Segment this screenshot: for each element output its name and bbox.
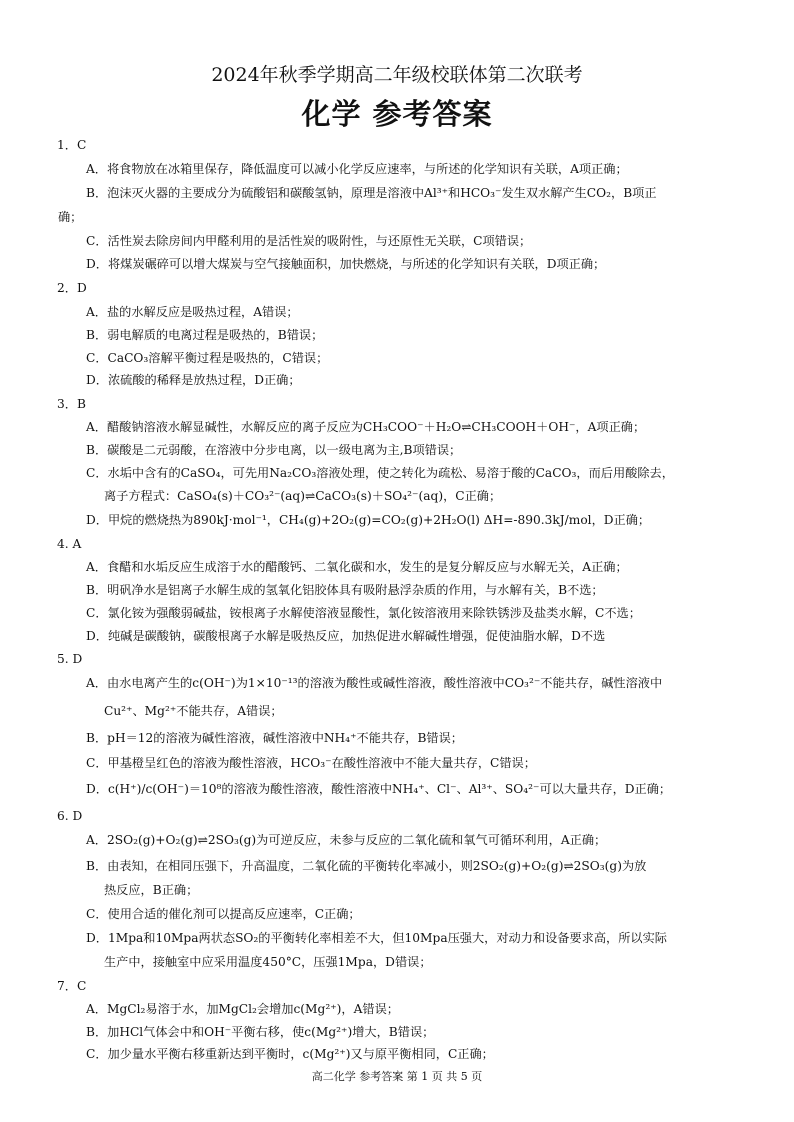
question-number: 5. D (57, 652, 83, 666)
answer-option: B．泡沫灭火器的主要成分为硫酸铝和碳酸氢钠，原理是溶液中Al³⁺和HCO₃⁻发生双水解产生CO₂，B项正 (86, 186, 657, 200)
answer-option: C．水垢中含有的CaSO₄，可先用Na₂CO₃溶液处理，使之转化为疏松、易溶于酸的CaCO₃，而后用酸除去， (86, 466, 674, 480)
question-number: 2．D (57, 281, 87, 295)
answer-continuation: Cu²⁺、Mg²⁺不能共存，A错误； (104, 704, 283, 718)
answer-option: D．1Mpa和10Mpa两状态SO₂的平衡转化率相差不大，但10Mpa压强大，对动力和设备要求高，所以实际 (86, 931, 667, 945)
answer-continuation: 生产中，接触室中应采用温度450°C，压强1Mpa，D错误； (104, 955, 432, 969)
answer-option: C．活性炭去除房间内甲醛利用的是活性炭的吸附性，与还原性无关联，C项错误； (86, 234, 532, 248)
answer-option: B．弱电解质的电离过程是吸热的，B错误； (86, 328, 324, 342)
answer-option: B．碳酸是二元弱酸，在溶液中分步电离，以一级电离为主,B项错误； (86, 443, 462, 457)
answer-option: A．将食物放在冰箱里保存，降低温度可以减小化学反应速率，与所述的化学知识有关联，A项正确； (86, 162, 628, 176)
answer-option: C．氯化铵为强酸弱碱盐，铵根离子水解使溶液显酸性，氯化铵溶液用来除铁锈涉及盐类水解，C不选； (86, 606, 641, 620)
answer-option: A．2SO₂(g)+O₂(g)⇌2SO₃(g)为可逆反应，未参与反应的二氧化硫和氧气可循环利用，A正确； (86, 833, 607, 847)
answer-option: C．使用合适的催化剂可以提高反应速率，C正确； (86, 907, 361, 921)
answer-option: D．将煤炭碾碎可以增大煤炭与空气接触面积，加快燃烧，与所述的化学知识有关联，D项正确； (86, 257, 606, 271)
answer-option: C．甲基橙呈红色的溶液为酸性溶液，HCO₃⁻在酸性溶液中不能大量共存，C错误； (86, 756, 536, 770)
question-number: 4. A (57, 537, 82, 551)
answer-continuation: 离子方程式：CaSO₄(s)＋CO₃²⁻(aq)⇌CaCO₃(s)＋SO₄²⁻(aq)，C正确； (104, 489, 502, 503)
answer-option: A．由水电离产生的c(OH⁻)为1×10⁻¹³的溶液为酸性或碱性溶液，酸性溶液中CO₃²⁻不能共存，碱性溶液中 (86, 676, 663, 690)
answer-continuation: 热反应，B正确； (104, 883, 199, 897)
question-number: 1．C (57, 138, 87, 152)
answer-option: B．明矾净水是铝离子水解生成的氢氧化铝胶体具有吸附悬浮杂质的作用，与水解有关，B不选； (86, 583, 604, 597)
question-number: 6. D (57, 809, 83, 823)
answer-option: A．食醋和水垢反应生成溶于水的醋酸钙、二氧化碳和水，发生的是复分解反应与水解无关，A正确； (86, 560, 628, 574)
answer-continuation: 确； (58, 210, 83, 224)
answer-option: D．浓硫酸的稀释是放热过程，D正确； (86, 373, 301, 387)
question-number: 7．C (57, 979, 87, 993)
exam-title: 2024年秋季学期高二年级校联体第二次联考 (211, 64, 583, 86)
answer-option: C．CaCO₃溶解平衡过程是吸热的，C错误； (86, 351, 329, 365)
answer-option: D．甲烷的燃烧热为890kJ·mol⁻¹，CH₄(g)+2O₂(g)=CO₂(g)+2H₂O(l) ΔH=-890.3kJ/mol，D正确； (86, 513, 651, 527)
answer-option: D．纯碱是碳酸钠，碳酸根离子水解是吸热反应，加热促进水解碱性增强，促使油脂水解，D不选 (86, 629, 606, 643)
answer-option: B．由表知，在相同压强下，升高温度，二氧化硫的平衡转化率减小，则2SO₂(g)+O₂(g)⇌2SO₃(g)为放 (86, 859, 647, 873)
document-title: 化学 参考答案 (301, 97, 493, 131)
page-footer: 高二化学 参考答案 第 1 页 共 5 页 (311, 1070, 483, 1083)
answer-option: A．醋酸钠溶液水解显碱性，水解反应的离子反应为CH₃COO⁻＋H₂O⇌CH₃COOH＋OH⁻，A项正确； (86, 420, 646, 434)
answer-option: D．c(H⁺)/c(OH⁻)＝10⁸的溶液为酸性溶液，酸性溶液中NH₄⁺、Cl⁻、Al³⁺、SO₄²⁻可以大量共存，D正确； (86, 782, 672, 796)
answer-option: C．加少量水平衡右移重新达到平衡时，c(Mg²⁺)又与原平衡相同，C正确； (86, 1047, 494, 1061)
answer-option: A．盐的水解反应是吸热过程，A错误； (86, 305, 299, 319)
answer-option: B．加HCl气体会中和OH⁻平衡右移，使c(Mg²⁺)增大，B错误； (86, 1025, 435, 1039)
answer-option: B．pH＝12的溶液为碱性溶液，碱性溶液中NH₄⁺不能共存，B错误； (86, 731, 463, 745)
answer-option: A．MgCl₂易溶于水，加MgCl₂会增加c(Mg²⁺)，A错误； (86, 1002, 399, 1016)
question-number: 3．B (57, 397, 86, 411)
